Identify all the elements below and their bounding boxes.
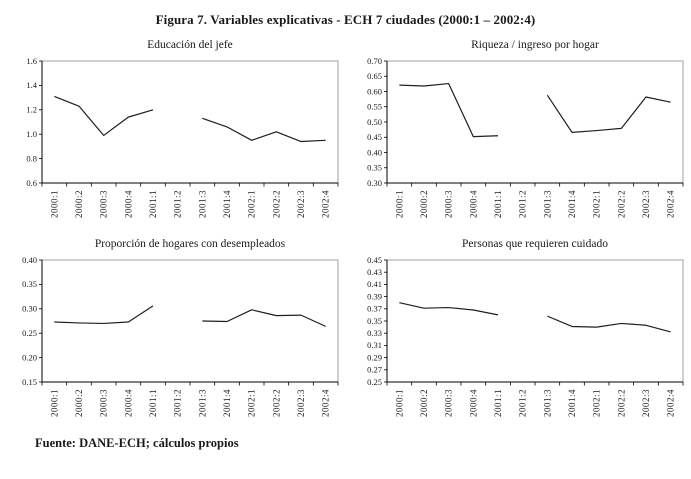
x-tick-label: 2001:3 [542,190,553,219]
y-tick-label: 0.37 [367,303,382,314]
chart-educacion-del-jefe [12,38,344,229]
source-note: Fuente: DANE-ECH; cálculos propios [35,436,239,450]
series-line [547,95,670,132]
x-tick-label: 2001:1 [148,389,158,418]
charts-grid [0,28,691,428]
x-tick-label: 2001:4 [567,190,577,219]
figure-title: Figura 7. Variables explicativas - ECH 7 ciudades (2000:1 – 2002:4) [155,12,536,27]
y-tick-label: 0.45 [367,254,382,265]
chart-title-desempleados: Proporción de hogares con desempleados [94,238,286,250]
x-tick-label: 2000:3 [98,389,109,418]
x-tick-label: 2001:1 [148,190,158,219]
y-tick-label: 0.45 [367,132,382,143]
chart-hogares-desempleados [12,237,344,428]
series-line [399,303,498,315]
y-tick-label: 0.70 [367,55,382,66]
y-tick-label: 0.35 [22,279,37,290]
line-chart-riqueza [357,53,689,229]
plot-area-border [387,61,683,183]
x-tick-label: 2002:3 [641,190,651,219]
y-tick-label: 0.25 [22,328,37,338]
x-tick-label: 2002:3 [296,389,306,418]
y-tick-label: 0.25 [367,376,382,387]
chart-title-riqueza: Riqueza / ingreso por hogar [471,39,599,51]
y-tick-label: 0.33 [367,328,382,338]
y-tick-label: 0.30 [22,303,37,314]
x-tick-label: 2002:2 [616,190,627,219]
x-tick-label: 2000:1 [49,389,60,418]
y-tick-label: 0.39 [367,291,382,302]
x-tick-label: 2001:3 [197,389,208,418]
y-tick-label: 0.40 [22,254,37,265]
x-tick-label: 2000:4 [123,190,134,219]
x-tick-label: 2002:1 [591,389,602,418]
series-line [202,118,325,141]
y-tick-label: 0.15 [22,376,37,387]
y-tick-label: 0.43 [367,267,382,277]
x-tick-label: 2000:2 [419,190,429,219]
x-tick-label: 2002:1 [246,389,257,418]
x-tick-label: 2001:4 [222,389,232,418]
x-tick-label: 2000:4 [123,389,134,418]
x-tick-label: 2001:1 [493,190,503,219]
y-tick-label: 0.30 [367,177,382,188]
plot-area-border [42,260,338,382]
y-tick-label: 0.55 [367,101,382,112]
x-tick-label: 2002:1 [591,190,602,219]
y-tick-label: 0.60 [367,86,382,97]
x-tick-label: 2002:4 [665,389,676,418]
y-tick-label: 0.41 [367,279,382,290]
y-tick-label: 0.6 [26,177,37,188]
x-tick-label: 2001:2 [517,389,528,418]
x-tick-label: 2000:1 [394,389,405,418]
x-tick-label: 2001:3 [542,389,553,418]
y-tick-label: 0.50 [367,116,382,127]
chart-title-cuidado: Personas que requieren cuidado [462,238,608,250]
x-tick-label: 2001:4 [222,190,232,219]
y-tick-label: 0.65 [367,71,382,82]
x-tick-label: 2000:1 [394,190,405,219]
y-tick-label: 1.6 [26,55,37,66]
series-line [202,310,325,327]
x-tick-label: 2001:1 [493,389,503,418]
y-tick-label: 1.2 [26,104,37,115]
x-tick-label: 2000:3 [443,190,454,219]
x-tick-label: 2002:1 [246,190,257,219]
series-line [54,96,153,135]
x-tick-label: 2002:4 [665,190,676,219]
y-tick-label: 0.35 [367,162,382,173]
x-tick-label: 2002:3 [296,190,306,219]
x-tick-label: 2002:3 [641,389,651,418]
series-line [399,84,498,137]
x-tick-label: 2001:2 [517,190,528,219]
series-line [547,316,670,332]
line-chart-cuidado [357,252,689,428]
x-tick-label: 2000:3 [98,190,109,219]
x-tick-label: 2000:2 [74,389,84,418]
y-tick-label: 1.0 [26,129,37,139]
x-tick-label: 2002:2 [271,389,282,418]
y-tick-label: 0.35 [367,315,382,326]
chart-title-educacion: Educación del jefe [147,39,233,51]
y-tick-label: 0.31 [367,340,382,351]
x-tick-label: 2001:3 [197,190,208,219]
x-tick-label: 2000:4 [468,190,479,219]
x-tick-label: 2000:2 [74,190,84,219]
plot-area-border [42,61,338,183]
x-tick-label: 2000:2 [419,389,429,418]
y-tick-label: 0.20 [22,352,37,363]
y-tick-label: 0.40 [367,147,382,158]
x-tick-label: 2001:2 [172,190,183,219]
x-tick-label: 2000:1 [49,190,60,219]
y-tick-label: 0.8 [26,153,37,164]
x-tick-label: 2002:4 [320,389,331,418]
line-chart-desempleados [12,252,344,428]
series-line [54,306,153,324]
line-chart-educacion [12,53,344,229]
x-tick-label: 2002:2 [271,190,282,219]
x-tick-label: 2002:2 [616,389,627,418]
chart-personas-cuidado [357,237,689,428]
x-tick-label: 2000:3 [443,389,454,418]
y-tick-label: 0.27 [367,364,382,375]
x-tick-label: 2001:4 [567,389,577,418]
x-tick-label: 2002:4 [320,190,331,219]
plot-area-border [387,260,683,382]
y-tick-label: 1.4 [26,80,37,91]
x-tick-label: 2001:2 [172,389,183,418]
x-tick-label: 2000:4 [468,389,479,418]
y-tick-label: 0.29 [367,352,382,363]
chart-riqueza-ingreso [357,38,689,229]
